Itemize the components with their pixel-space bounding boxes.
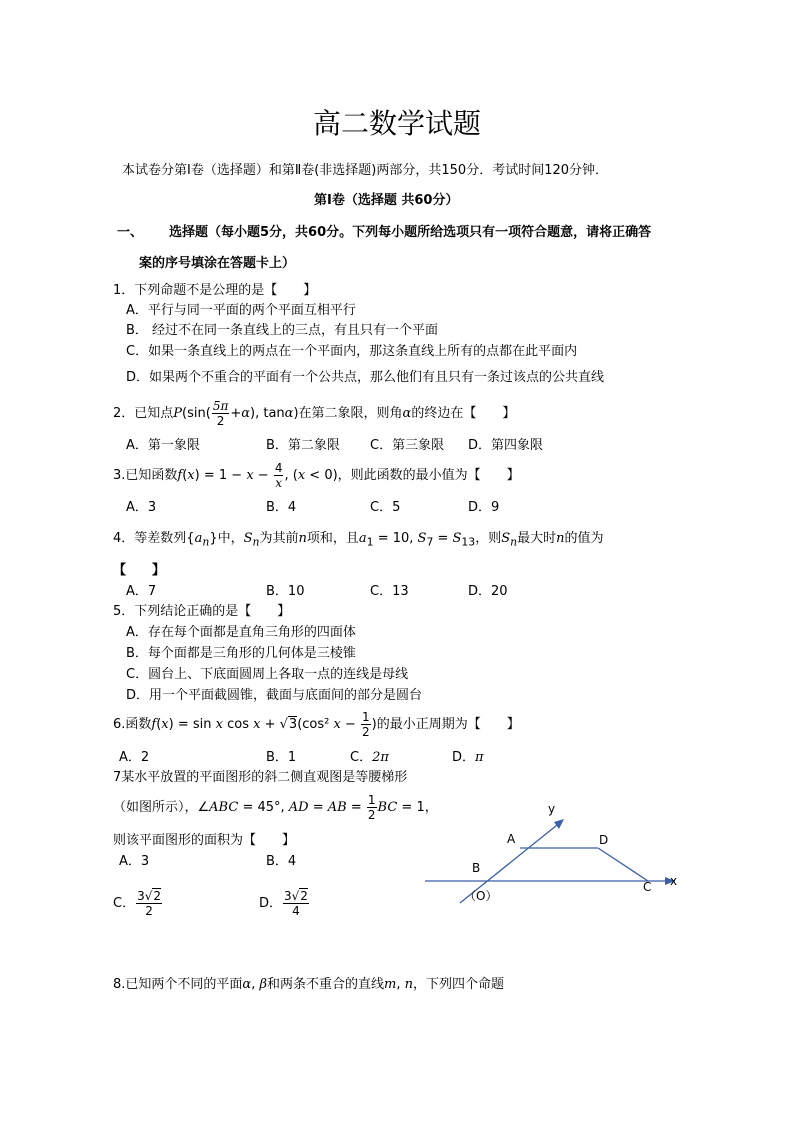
part-heading: 第Ⅰ卷（选择题 共60分） [314,193,459,208]
question-3-option-a: A．3 [126,500,157,515]
question-4-bracket: 【 】 [113,563,166,578]
label-x: x [670,874,678,888]
question-1-stem: 1．下列命题不是公理的是【 】 [113,283,317,298]
question-7-option-b: B．4 [266,854,297,869]
question-6-option-d: D．π [452,750,484,765]
question-3-option-c: C．5 [370,500,401,515]
question-8-stem: 8.已知两个不同的平面α, β和两条不重合的直线m, n，下列四个命题 [113,977,504,992]
question-7-option-d: D． $\frac{3√2}{4}$ [259,889,308,918]
question-3-option-d: D．9 [468,500,500,515]
question-2-option-c: C．第三象限 [370,438,445,453]
question-2-tail2: 的终边在【 】 [411,406,516,421]
question-7-line1: 7某水平放置的平面图形的斜二侧直观图是等腰梯形 [113,770,408,785]
question-2-option-a: A．第一象限 [126,438,200,453]
question-5-option-b: B．每个面都是三角形的几何体是三棱锥 [126,646,356,661]
section-instruction-line1: 选择题（每小题5分，共60分。下列每小题所给选项只有一项符合题意，请将正确答 [169,225,652,240]
fraction-4-over-x: $\frac{4}{x}$ [274,461,283,490]
fraction-1-over-2: $\frac{1}{2}$ [362,710,370,739]
question-7-line3: 则该平面图形的面积为【 】 [113,833,296,848]
question-6-option-c: C．2π [350,750,389,765]
question-2-tail: 在第二象限，则角 [298,406,403,421]
exam-intro: 本试卷分第Ⅰ卷（选择题）和第Ⅱ卷(非选择题)两部分，共150分．考试时间120分钟． [122,163,609,178]
section-number: 一、 [117,225,144,240]
function-formula: f [177,468,183,483]
question-6-option-b: B．1 [266,750,297,765]
question-3-tail: ，则此函数的最小值为【 】 [337,468,520,483]
label-b: B [472,861,481,875]
question-4-option-b: B．10 [266,584,305,599]
question-2-option-b: B．第二象限 [266,438,340,453]
question-6-option-a: A．2 [119,750,150,765]
question-1-option-c: C．如果一条直线上的两点在一个平面内，那这条直线上所有的点都在此平面内 [126,344,578,359]
question-4-option-a: A．7 [126,584,157,599]
y-axis-arrow [554,819,564,829]
point-p-formula: P [173,406,183,421]
question-5-option-c: C．圆台上、下底面圆周上各取一点的连线是母线 [126,667,409,682]
question-2-option-d: D．第四象限 [468,438,544,453]
question-1-option-d: D．如果两个不重合的平面有一个公共点，那么他们有且只有一条过该点的公共直线 [126,370,605,385]
question-5-option-a: A．存在每个面都是直角三角形的四面体 [126,625,356,640]
question-4-option-c: C．13 [370,584,409,599]
trapezoid-right-edge [598,848,648,881]
question-3-stem: 3.已知函数f(x) = 1 − x − $\frac{4}{x}$ , (x < 0)，则此函数的最小值为【 】 [113,461,520,490]
label-o: （O） [464,889,498,903]
question-5-stem: 5．下列结论正确的是【 】 [113,604,291,619]
question-1-option-a: A．平行与同一平面的两个平面互相平行 [126,303,356,318]
fraction-5pi-over-2: $\frac{5\pi}{2}$ [212,399,229,428]
question-2-stem: 2．已知点P(sin( $\frac{5\pi}{2}$ +α), tanα)在第二象限，则角α的终边在【 】 [113,399,516,428]
question-4-stem: 4．等差数列$\{a_n\}$中，$S_n$为其前n项和，且$a_1 = 10$, $S_7 = S_{13}$，则$S_n$最大时n的值为 [113,531,604,549]
label-y: y [548,802,556,816]
question-2-lead: 2．已知点 [113,406,174,421]
question-7-option-c: C． $\frac{3√2}{2}$ [113,889,161,918]
question-6-stem: 6.函数f(x) = sin x cos x + √3(cos² x − $\frac{1}{2}$ )的最小正周期为【 】 [113,710,520,739]
question-5-option-d: D．用一个平面截圆锥，截面与底面间的部分是圆台 [126,688,423,703]
trapezoid-figure [420,795,690,915]
question-7-line2: （如图所示），∠ABC = 45°, AD = AB = $\frac{1}{2}$ BC = 1， [113,793,438,822]
question-3-option-b: B．4 [266,500,297,515]
question-3-lead: 3.已知函数 [113,468,178,483]
question-7-option-a: A．3 [119,854,150,869]
page-title: 高二数学试题 [312,107,481,140]
question-4-option-d: D．20 [468,584,508,599]
label-d: D [599,833,609,847]
label-a: A [507,832,516,846]
section-instruction-line2: 案的序号填涂在答题卡上） [139,256,296,271]
label-c: C [643,880,652,894]
question-1-option-b: B． 经过不在同一条直线上的三点，有且只有一个平面 [126,323,439,338]
